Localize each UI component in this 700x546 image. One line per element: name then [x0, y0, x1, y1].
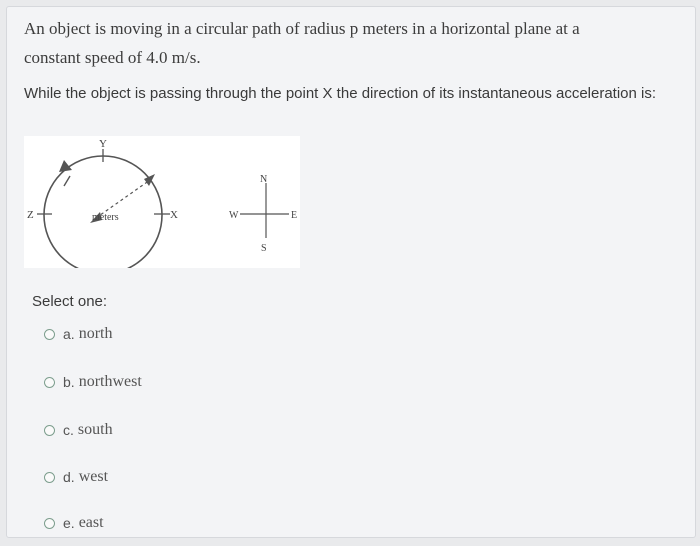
option-e-text: east	[78, 514, 104, 531]
radio-e[interactable]	[44, 518, 55, 529]
radio-c[interactable]	[44, 425, 55, 436]
radio-a[interactable]	[44, 329, 55, 340]
circle-diagram	[24, 136, 300, 268]
option-a-letter: a.	[63, 326, 75, 342]
option-b-letter: b.	[63, 374, 75, 390]
option-a-text: north	[78, 325, 113, 342]
option-e-letter: e.	[63, 515, 75, 531]
option-b-text: northwest	[78, 373, 142, 390]
point-z-label: Z	[27, 209, 34, 221]
radius-label: meters	[92, 212, 119, 223]
point-y-label: Y	[99, 138, 107, 150]
select-one-label: Select one:	[32, 293, 108, 310]
compass-e: E	[291, 210, 298, 221]
radio-b[interactable]	[44, 377, 55, 388]
option-d-text: west	[78, 468, 109, 485]
option-d-letter: d.	[63, 469, 75, 485]
option-e[interactable]	[44, 514, 104, 532]
compass-s: S	[261, 243, 267, 254]
option-b[interactable]	[44, 373, 142, 391]
question-line-1: An object is moving in a circular path of radius p meters in a horizontal plane at a	[24, 19, 580, 38]
radio-d[interactable]	[44, 472, 55, 483]
question-line-2: constant speed of 4.0 m/s.	[24, 48, 201, 67]
option-a[interactable]	[44, 325, 112, 343]
compass-n: N	[260, 174, 268, 185]
question-subtext: While the object is passing through the point X the direction of its instantaneous acceleration is:	[24, 85, 657, 102]
option-c[interactable]	[44, 421, 113, 439]
point-x-label: X	[170, 209, 178, 221]
option-d[interactable]	[44, 468, 108, 486]
question-text	[24, 14, 684, 72]
option-c-text: south	[77, 421, 113, 438]
option-c-letter: c.	[63, 422, 74, 438]
compass-w: W	[229, 210, 239, 221]
velocity-arrow-line	[64, 176, 70, 186]
